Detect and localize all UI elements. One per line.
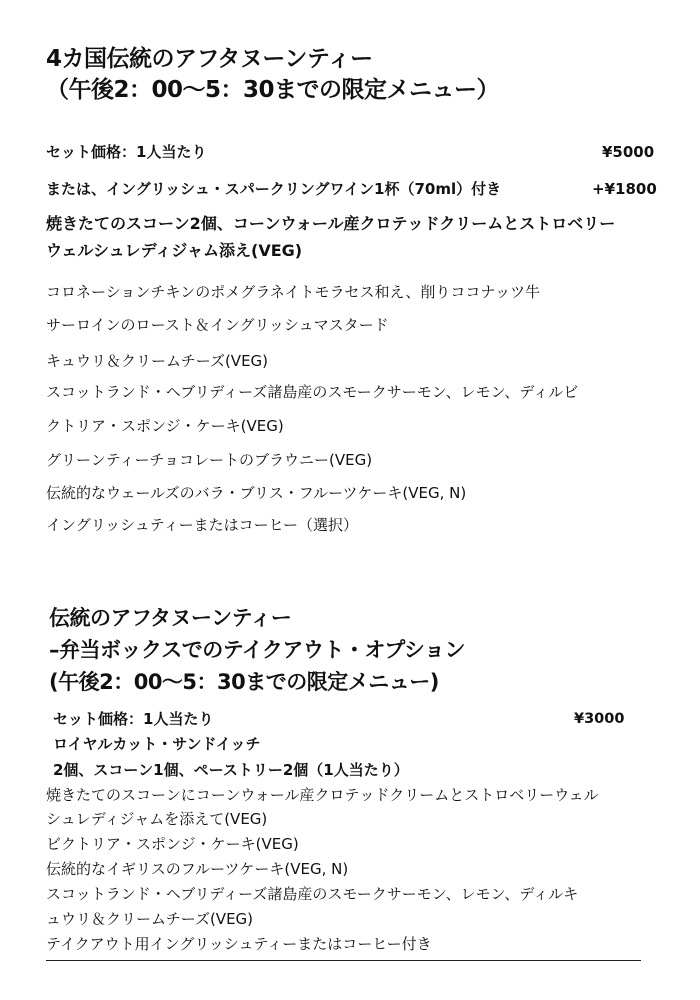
- section2-menu-item: 焼きたてのスコーンにコーンウォール産クロテッドクリームとストロベリーウェル: [46, 786, 599, 804]
- section1-menu-item: イングリッシュティーまたはコーヒー（選択）: [46, 516, 359, 534]
- bottom-divider: [46, 960, 641, 961]
- section2-sandwich-line2: 2個、スコーン1個、ペーストリー2個（1人当たり）: [53, 761, 409, 779]
- section1-title-line1: 4カ国伝統のアフタヌーンティー: [46, 46, 373, 72]
- section1-menu-item: スコットランド・ヘブリディーズ諸島産のスモークサーモン、レモン、ディルビ: [46, 383, 579, 401]
- section2-menu-item: スコットランド・ヘブリディーズ諸島産のスモークサーモン、レモン、ディルキ: [46, 885, 579, 903]
- section1-scone-line1: 焼きたてのスコーン2個、コーンウォール産クロテッドクリームとストロベリー: [46, 214, 616, 233]
- section2-menu-item: ュウリ＆クリームチーズ(VEG): [46, 910, 254, 928]
- section1-option-price: +¥1800: [592, 180, 657, 198]
- section1-menu-item: キュウリ＆クリームチーズ(VEG): [46, 352, 269, 370]
- section2-price-value: ¥3000: [574, 711, 625, 727]
- section1-menu-item: 伝統的なウェールズのバラ・ブリス・フルーツケーキ(VEG, N): [46, 484, 467, 502]
- section1-option-label: または、イングリッシュ・スパークリングワイン1杯（70ml）付き: [46, 180, 502, 198]
- section2-title-line2: –弁当ボックスでのテイクアウト・オプション: [49, 638, 466, 662]
- section1-price-label: セット価格：1人当たり: [46, 143, 207, 161]
- section1-menu-item: コロネーションチキンのポメグラネイトモラセス和え、削りココナッツ牛: [46, 283, 541, 301]
- section2-menu-item: 伝統的なイギリスのフルーツケーキ(VEG, N): [46, 860, 349, 878]
- section2-sandwich-line1: ロイヤルカット・サンドイッチ: [53, 735, 261, 753]
- section2-menu-item: テイクアウト用イングリッシュティーまたはコーヒー付き: [46, 935, 432, 953]
- section1-menu-item: グリーンティーチョコレートのブラウニー(VEG): [46, 451, 373, 469]
- section1-price-value: ¥5000: [602, 143, 655, 161]
- section2-price-label: セット価格：1人当たり: [53, 710, 214, 728]
- section2-title-line1: 伝統のアフタヌーンティー: [49, 606, 292, 630]
- section1-menu-item: サーロインのロースト＆イングリッシュマスタード: [46, 316, 389, 334]
- section2-menu-item: シュレディジャムを添えて(VEG): [46, 810, 268, 828]
- section2-menu-item: ビクトリア・スポンジ・ケーキ(VEG): [46, 835, 299, 853]
- section1-menu-item: クトリア・スポンジ・ケーキ(VEG): [46, 417, 284, 435]
- section1-title-line2: （午後2：00〜5：30までの限定メニュー）: [46, 77, 500, 103]
- section2-title-line3: (午後2：00〜5：30までの限定メニュー): [49, 670, 439, 694]
- section1-scone-line2: ウェルシュレディジャム添え(VEG): [46, 241, 303, 260]
